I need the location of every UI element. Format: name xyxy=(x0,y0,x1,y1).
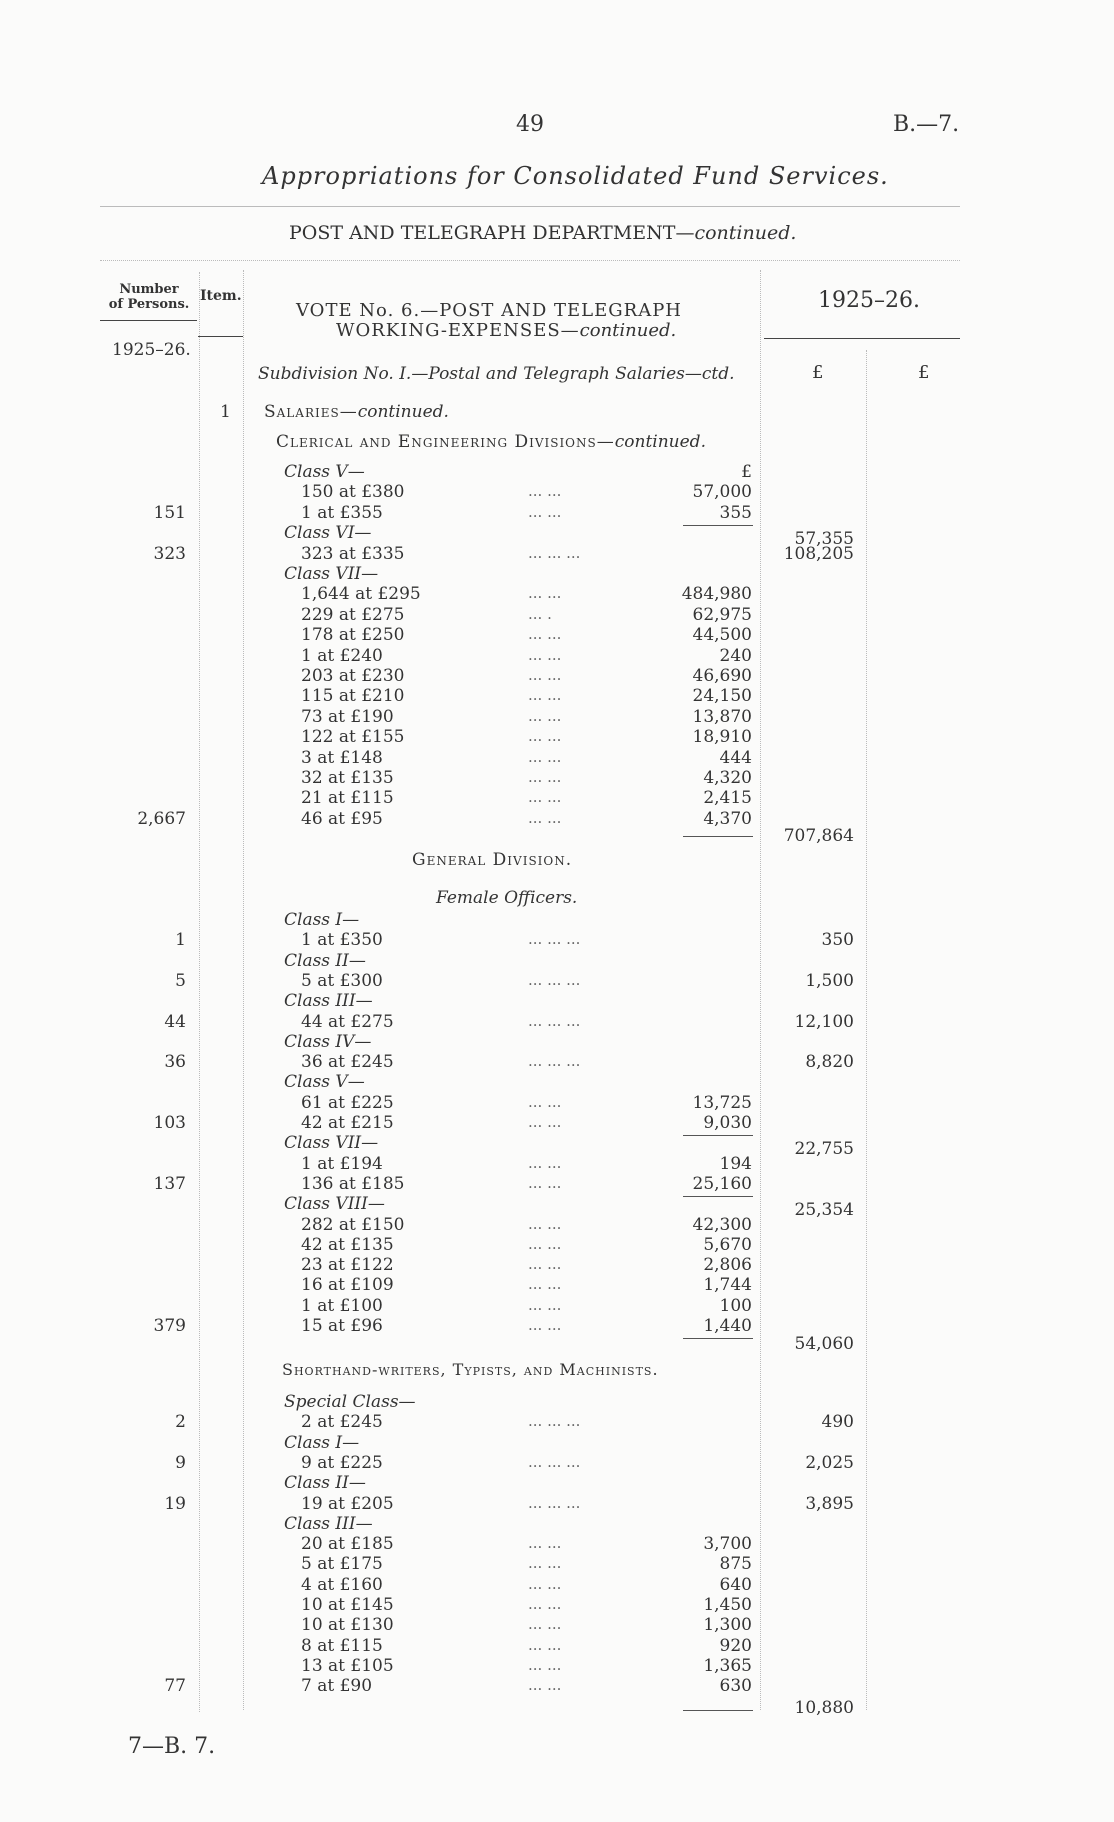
row-label: 42 at £135 xyxy=(301,1234,394,1255)
row-label: Class VIII— xyxy=(284,1194,385,1215)
clerical-subtotal-rule xyxy=(683,836,753,837)
leader-dots: ... ... xyxy=(528,1615,562,1634)
row-label: 23 at £122 xyxy=(301,1255,394,1276)
inner-amount: 100 xyxy=(719,1295,752,1316)
leader-dots: ... ... xyxy=(528,584,562,603)
row-label: 323 at £335 xyxy=(301,543,405,564)
persons-count: 5 xyxy=(175,970,186,991)
clerical-total: 707,864 xyxy=(783,826,854,846)
amount-column-rule xyxy=(760,270,761,1710)
row-label: 21 at £115 xyxy=(301,788,394,809)
item-header-rule xyxy=(198,336,243,337)
leader-dots: ... ... ... xyxy=(528,1052,581,1071)
row-label: Class III— xyxy=(284,991,373,1012)
row-label: Class V— xyxy=(284,462,365,482)
row-label: 36 at £245 xyxy=(301,1052,394,1073)
leader-dots: ... ... xyxy=(528,768,562,786)
leader-dots: ... ... xyxy=(528,1113,562,1131)
leader-dots: ... ... xyxy=(528,1173,562,1192)
leader-dots: ... ... xyxy=(528,1595,562,1613)
year-right: 1925–26. xyxy=(818,288,920,313)
item-number: 1 xyxy=(220,402,231,422)
inner-amount: 1,440 xyxy=(703,1316,752,1336)
inner-amount: 920 xyxy=(719,1635,752,1656)
inner-amount: 24,150 xyxy=(692,686,752,707)
subtotal-rule xyxy=(683,525,753,526)
shorthand-total: 10,880 xyxy=(794,1698,854,1718)
pound-sign-col1: £ xyxy=(812,362,824,383)
leader-dots: ... ... xyxy=(528,706,562,725)
row-label: 1 at £355 xyxy=(301,502,383,523)
row-label: 282 at £150 xyxy=(301,1214,405,1235)
inner-amount: 444 xyxy=(719,747,752,768)
row-label: 178 at £250 xyxy=(301,625,405,646)
footer-reference: 7—B. 7. xyxy=(128,1734,216,1759)
leader-dots: ... ... ... xyxy=(528,1011,581,1030)
row-label: 115 at £210 xyxy=(301,686,405,707)
row-label: 73 at £190 xyxy=(301,706,394,727)
inner-amount: 44,500 xyxy=(692,625,752,646)
row-label: Class IV— xyxy=(284,1031,372,1052)
row-label: Class I— xyxy=(284,910,360,930)
row-label: Class VI— xyxy=(284,523,372,544)
inner-amount: 1,300 xyxy=(703,1615,752,1636)
leader-dots: ... ... xyxy=(528,1153,562,1172)
inner-amount: 640 xyxy=(719,1574,752,1595)
leader-dots: ... ... xyxy=(528,1214,562,1233)
clerical-heading: Clerical and Engineering Divisions—continued. xyxy=(276,432,706,452)
inner-amount: £ xyxy=(741,462,752,482)
leader-dots: ... ... xyxy=(528,1574,562,1593)
outer-amount: 1,500 xyxy=(805,970,854,991)
inner-amount: 1,744 xyxy=(703,1275,752,1296)
row-label: 5 at £175 xyxy=(301,1554,383,1575)
vote-heading-line1: VOTE No. 6.—POST AND TELEGRAPH xyxy=(296,300,683,321)
leader-dots: ... ... xyxy=(528,1275,562,1294)
subtotal-rule xyxy=(683,1135,753,1136)
leader-dots: ... ... xyxy=(528,1234,562,1253)
outer-amount: 8,820 xyxy=(805,1052,854,1073)
row-label: 10 at £145 xyxy=(301,1595,394,1615)
row-label: 2 at £245 xyxy=(301,1412,383,1433)
leader-dots: ... ... xyxy=(528,788,562,807)
outer-amount: 25,354 xyxy=(794,1200,854,1221)
year-right-rule xyxy=(764,338,960,339)
persons-count: 103 xyxy=(153,1113,186,1133)
leader-dots: ... ... xyxy=(528,1554,562,1573)
inner-amount: 484,980 xyxy=(681,584,752,605)
page-title: Appropriations for Consolidated Fund Services. xyxy=(262,162,889,190)
inner-amount: 18,910 xyxy=(692,727,752,748)
row-label: 229 at £275 xyxy=(301,604,405,625)
persons-count: 9 xyxy=(175,1452,186,1473)
outer-amount: 108,205 xyxy=(783,543,854,564)
leader-dots: ... ... xyxy=(528,482,562,501)
persons-count: 19 xyxy=(164,1493,186,1514)
persons-column-rule xyxy=(199,272,200,1712)
row-label: 32 at £135 xyxy=(301,768,394,788)
row-label: 136 at £185 xyxy=(301,1173,405,1194)
persons-count: 44 xyxy=(164,1011,186,1032)
leader-dots: ... ... ... xyxy=(528,543,581,562)
row-label: 44 at £275 xyxy=(301,1011,394,1032)
leader-dots: ... ... xyxy=(528,666,562,684)
row-label: 122 at £155 xyxy=(301,727,405,748)
persons-count: 2,667 xyxy=(137,808,186,829)
inner-amount: 630 xyxy=(719,1676,752,1697)
total-column-rule xyxy=(866,350,867,1710)
inner-amount: 2,806 xyxy=(703,1255,752,1276)
document-reference: B.—7. xyxy=(893,112,960,137)
inner-amount: 5,670 xyxy=(703,1234,752,1255)
leader-dots: ... ... xyxy=(528,1635,562,1654)
row-label: 15 at £96 xyxy=(301,1316,383,1336)
leader-dots: ... ... xyxy=(528,1676,562,1695)
row-label: 203 at £230 xyxy=(301,666,405,686)
inner-amount: 46,690 xyxy=(692,666,752,686)
outer-amount: 57,355 xyxy=(794,529,854,550)
row-label: Class III— xyxy=(284,1513,373,1534)
inner-amount: 2,415 xyxy=(703,788,752,809)
row-label: 3 at £148 xyxy=(301,747,383,768)
leader-dots: ... ... xyxy=(528,1092,562,1111)
inner-amount: 194 xyxy=(719,1153,752,1174)
inner-amount: 1,365 xyxy=(703,1655,752,1676)
subdivision-heading: Subdivision No. I.—Postal and Telegraph Salaries—ctd. xyxy=(258,364,735,384)
item-column-header: Item. xyxy=(200,288,242,304)
inner-amount: 57,000 xyxy=(692,482,752,503)
persons-count: 1 xyxy=(175,930,186,951)
inner-amount: 1,450 xyxy=(703,1595,752,1615)
inner-amount: 875 xyxy=(719,1554,752,1575)
row-label: 5 at £300 xyxy=(301,970,383,991)
inner-amount: 355 xyxy=(719,502,752,523)
persons-count: 379 xyxy=(153,1316,186,1336)
row-label: 1 at £240 xyxy=(301,645,383,666)
leader-dots: ... ... xyxy=(528,1534,562,1553)
inner-amount: 3,700 xyxy=(703,1534,752,1555)
leader-dots: ... ... xyxy=(528,1295,562,1314)
outer-amount: 490 xyxy=(821,1412,854,1433)
pound-sign-col2: £ xyxy=(918,362,930,383)
row-label: Class VII— xyxy=(284,1133,379,1154)
row-label: 61 at £225 xyxy=(301,1092,394,1113)
outer-amount: 350 xyxy=(821,930,854,951)
persons-count: 2 xyxy=(175,1412,186,1433)
subtotal-rule xyxy=(683,1196,753,1197)
leader-dots: ... ... xyxy=(528,808,562,827)
department-rule xyxy=(100,260,960,261)
inner-amount: 42,300 xyxy=(692,1214,752,1235)
row-label: Class I— xyxy=(284,1432,360,1453)
leader-dots: ... ... ... xyxy=(528,1452,581,1471)
persons-column-header: Number of Persons. xyxy=(108,282,190,312)
title-rule xyxy=(100,206,960,207)
row-label: 1,644 at £295 xyxy=(301,584,421,605)
row-label: 9 at £225 xyxy=(301,1452,383,1473)
row-label: 19 at £205 xyxy=(301,1493,394,1514)
vote-heading-line2: WORKING-EXPENSES—continued. xyxy=(336,320,677,341)
general-division-heading: General Division. xyxy=(412,850,573,870)
department-heading: POST AND TELEGRAPH DEPARTMENT—continued. xyxy=(289,222,797,244)
row-label: 42 at £215 xyxy=(301,1113,394,1133)
outer-amount: 22,755 xyxy=(794,1139,854,1160)
row-label: 1 at £350 xyxy=(301,930,383,951)
leader-dots: ... ... xyxy=(528,502,562,521)
inner-amount: 4,370 xyxy=(703,808,752,829)
persons-count: 137 xyxy=(153,1173,186,1194)
leader-dots: ... ... ... xyxy=(528,930,581,949)
outer-amount: 2,025 xyxy=(805,1452,854,1473)
row-label: 13 at £105 xyxy=(301,1655,394,1676)
leader-dots: ... . xyxy=(528,604,552,623)
leader-dots: ... ... ... xyxy=(528,1493,581,1512)
item-column-rule xyxy=(243,270,244,1710)
persons-count: 323 xyxy=(153,543,186,564)
leader-dots: ... ... xyxy=(528,625,562,644)
leader-dots: ... ... xyxy=(528,747,562,766)
page-number: 49 xyxy=(516,112,544,137)
persons-count: 77 xyxy=(164,1676,186,1697)
inner-amount: 13,725 xyxy=(692,1092,752,1113)
row-label: Class VII— xyxy=(284,564,379,584)
inner-amount: 240 xyxy=(719,645,752,666)
row-label: Class V— xyxy=(284,1072,365,1093)
female-subtotal-rule xyxy=(683,1338,753,1339)
row-label: 16 at £109 xyxy=(301,1275,394,1296)
shorthand-heading: Shorthand-writers, Typists, and Machinists. xyxy=(282,1360,659,1379)
row-label: 1 at £194 xyxy=(301,1153,383,1174)
row-label: 20 at £185 xyxy=(301,1534,394,1555)
salaries-heading: Salaries—continued. xyxy=(264,402,449,422)
row-label: Special Class— xyxy=(284,1392,416,1412)
inner-amount: 13,870 xyxy=(692,706,752,727)
leader-dots: ... ... xyxy=(528,727,562,746)
persons-count: 151 xyxy=(153,502,186,523)
row-label: Class II— xyxy=(284,950,366,971)
leader-dots: ... ... xyxy=(528,1316,562,1334)
persons-count: 36 xyxy=(164,1052,186,1073)
inner-amount: 25,160 xyxy=(692,1173,752,1194)
persons-header-rule xyxy=(100,320,197,321)
leader-dots: ... ... xyxy=(528,686,562,705)
female-officers-heading: Female Officers. xyxy=(436,888,578,908)
shorthand-subtotal-rule xyxy=(683,1710,753,1711)
leader-dots: ... ... ... xyxy=(528,1412,581,1431)
leader-dots: ... ... xyxy=(528,1655,562,1674)
row-label: 4 at £160 xyxy=(301,1574,383,1595)
leader-dots: ... ... xyxy=(528,1255,562,1274)
outer-amount: 12,100 xyxy=(794,1011,854,1032)
row-label: 10 at £130 xyxy=(301,1615,394,1636)
row-label: 1 at £100 xyxy=(301,1295,383,1316)
inner-amount: 4,320 xyxy=(703,768,752,788)
row-label: 7 at £90 xyxy=(301,1676,373,1697)
row-label: 46 at £95 xyxy=(301,808,383,829)
inner-amount: 9,030 xyxy=(703,1113,752,1133)
leader-dots: ... ... ... xyxy=(528,970,581,989)
row-label: Class II— xyxy=(284,1473,366,1494)
inner-amount: 62,975 xyxy=(692,604,752,625)
row-label: 150 at £380 xyxy=(301,482,405,503)
leader-dots: ... ... xyxy=(528,645,562,664)
row-label: 8 at £115 xyxy=(301,1635,383,1656)
female-total: 54,060 xyxy=(794,1334,854,1354)
outer-amount: 3,895 xyxy=(805,1493,854,1514)
year-left: 1925–26. xyxy=(112,340,191,360)
